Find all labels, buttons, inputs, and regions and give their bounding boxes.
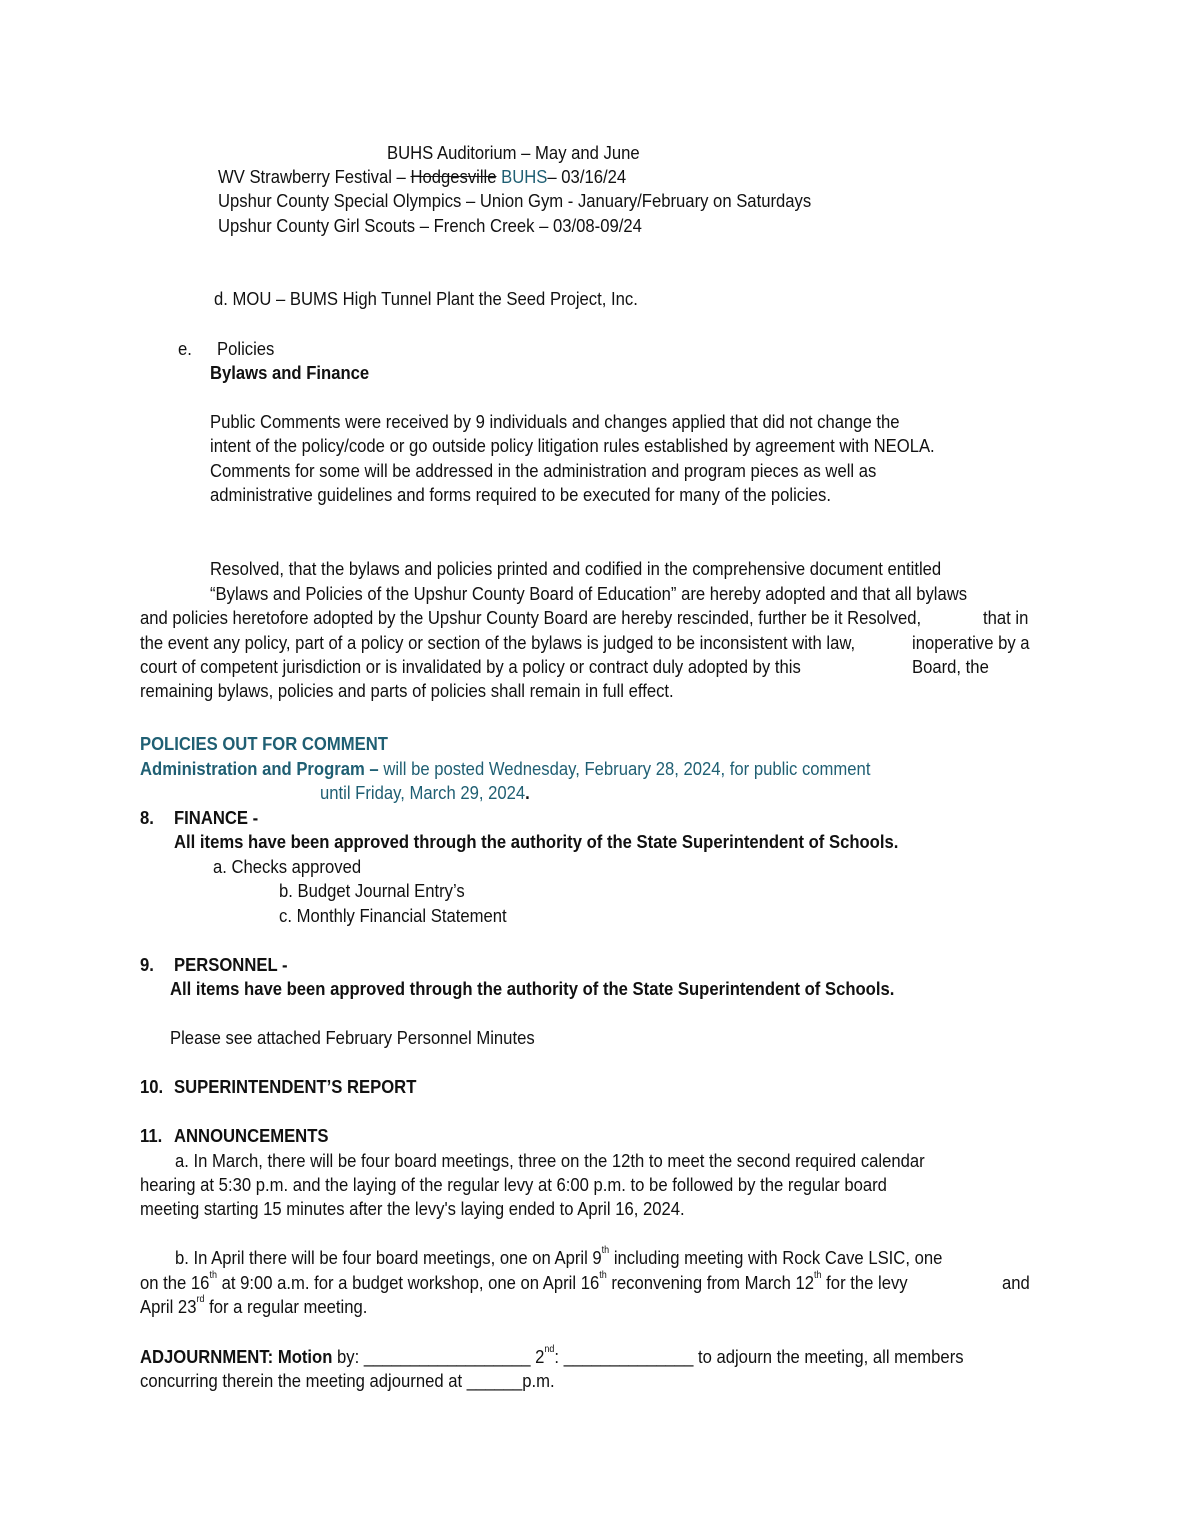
policies-out-line: Administration and Program – will be posted Wednesday, February 28, 2024, for public comment: [140, 758, 871, 779]
finance-heading: FINANCE -: [174, 807, 259, 828]
announcement-b-line: b. In April there will be four board meetings, one on April 9th including meeting with Rock Cave LSIC, one: [175, 1245, 943, 1268]
adjournment-line: ADJOURNMENT: Motion by: __________________ 2nd: ______________ to adjourn the meeting, all members: [140, 1344, 964, 1367]
adjournment-label: ADJOURNMENT: Motion: [140, 1346, 333, 1367]
finance-item: c. Monthly Financial Statement: [279, 905, 507, 926]
personnel-number: 9.: [140, 954, 154, 975]
public-comments-line: intent of the policy/code or go outside policy litigation rules established by agreement with NEOLA.: [210, 435, 935, 456]
resolved-line: court of competent jurisdiction or is invalidated by a policy or contract duly adopted by this: [140, 656, 801, 677]
superintendent-heading: SUPERINTENDENT’S REPORT: [174, 1076, 417, 1097]
finance-number: 8.: [140, 807, 154, 828]
announcement-a-line: a. In March, there will be four board meetings, three on the 12th to meet the second required calendar: [175, 1150, 925, 1171]
announcement-a-line: meeting starting 15 minutes after the levy's laying ended to April 16, 2024.: [140, 1198, 685, 1219]
announcements-heading: ANNOUNCEMENTS: [174, 1125, 329, 1146]
list-line-strawberry: WV Strawberry Festival – Hodgesville BUHS– 03/16/24: [218, 166, 627, 187]
announcements-number: 11.: [140, 1125, 163, 1146]
finance-item: b. Budget Journal Entry’s: [279, 880, 465, 901]
inserted-text: BUHS: [496, 166, 548, 187]
admin-program-label: Administration and Program –: [140, 758, 379, 779]
public-comments-line: Comments for some will be addressed in the administration and program pieces as well as: [210, 460, 877, 481]
personnel-approved: All items have been approved through the authority of the State Superintendent of Schools.: [170, 978, 895, 999]
list-line-girl-scouts: Upshur County Girl Scouts – French Creek – 03/08-09/24: [218, 215, 642, 236]
item-e-label: Policies: [217, 338, 275, 359]
announcement-a-line: hearing at 5:30 p.m. and the laying of the regular levy at 6:00 p.m. to be followed by the regular board: [140, 1174, 887, 1195]
resolved-line: Resolved, that the bylaws and policies printed and codified in the comprehensive document entitled: [210, 558, 942, 579]
public-comments-line: Public Comments were received by 9 individuals and changes applied that did not change the: [210, 411, 900, 432]
item-d-mou: d. MOU – BUMS High Tunnel Plant the Seed Project, Inc.: [214, 288, 638, 309]
policies-out-heading: POLICIES OUT FOR COMMENT: [140, 733, 388, 754]
announcement-b-line: on the 16th at 9:00 a.m. for a budget workshop, one on April 16th reconvening from March 12th for the levy: [140, 1270, 908, 1293]
resolved-line: the event any policy, part of a policy or section of the bylaws is judged to be inconsistent with law,: [140, 632, 856, 653]
bylaws-finance-heading: Bylaws and Finance: [210, 362, 370, 383]
announcement-b-line: April 23rd for a regular meeting.: [140, 1294, 368, 1317]
list-line-auditorium: BUHS Auditorium – May and June: [387, 142, 640, 163]
list-line-special-olympics: Upshur County Special Olympics – Union Gym - January/February on Saturdays: [218, 190, 812, 211]
resolved-line: remaining bylaws, policies and parts of policies shall remain in full effect.: [140, 680, 674, 701]
finance-approved: All items have been approved through the authority of the State Superintendent of Schools.: [174, 831, 899, 852]
superintendent-number: 10.: [140, 1076, 164, 1097]
resolved-line-end: that in: [983, 607, 1029, 628]
personnel-heading: PERSONNEL -: [174, 954, 288, 975]
adjournment-line-2: concurring therein the meeting adjourned at ______p.m.: [140, 1370, 555, 1391]
struck-text: Hodgesville: [410, 166, 497, 187]
item-e-letter: e.: [178, 338, 192, 359]
personnel-note: Please see attached February Personnel Minutes: [170, 1027, 535, 1048]
finance-item: a. Checks approved: [213, 856, 362, 877]
policies-out-line-2: until Friday, March 29, 2024.: [320, 782, 530, 803]
resolved-line-end: inoperative by a: [912, 632, 1030, 653]
announcement-b-line-end: and: [1002, 1272, 1030, 1293]
resolved-line-end: Board, the: [912, 656, 989, 677]
resolved-line: and policies heretofore adopted by the Upshur County Board are hereby rescinded, further be it Resolved,: [140, 607, 922, 628]
public-comments-line: administrative guidelines and forms required to be executed for many of the policies.: [210, 484, 832, 505]
resolved-line: “Bylaws and Policies of the Upshur County Board of Education” are hereby adopted and that all bylaws: [210, 583, 968, 604]
